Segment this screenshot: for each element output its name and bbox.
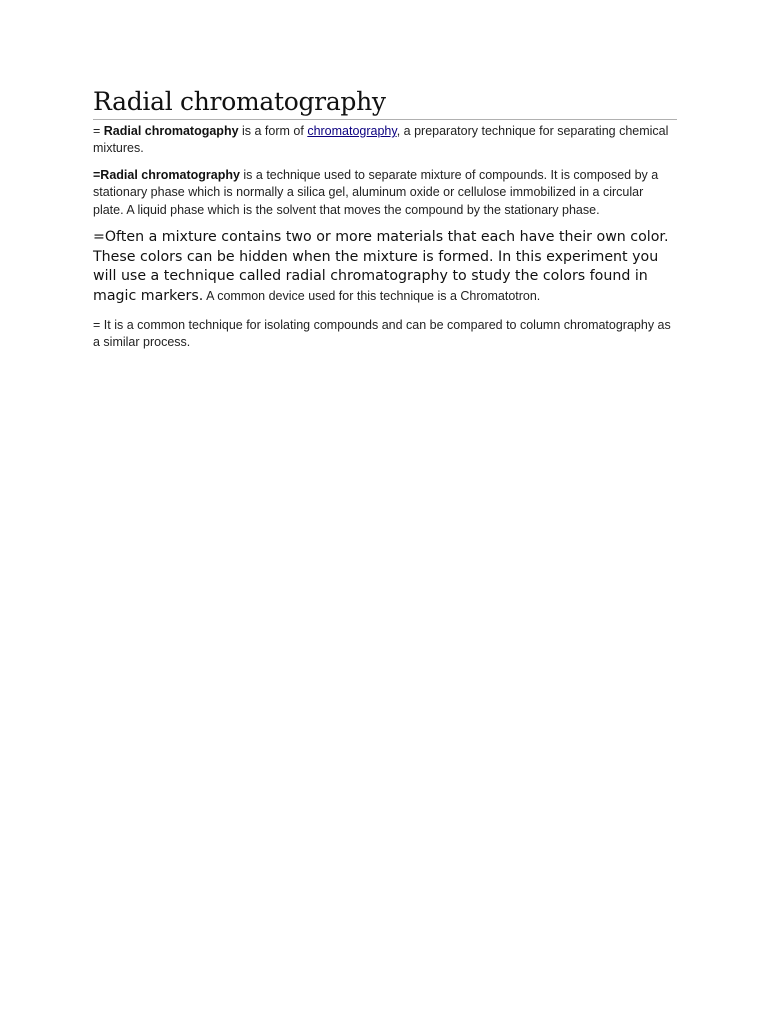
paragraph-1-bold: Radial chromatogaphy xyxy=(103,124,239,138)
page-title: Radial chromatography xyxy=(93,86,677,120)
paragraph-4: = It is a common technique for isolating compounds and can be compared to column chromatography as a similar process. xyxy=(93,318,671,350)
paragraph-1-prefix: = xyxy=(93,124,104,138)
paragraph-2 xyxy=(93,167,677,219)
paragraph-1 xyxy=(93,123,677,158)
paragraph-2-bold: =Radial chromatography xyxy=(93,167,240,182)
paragraph-1-text-1: is a form of xyxy=(238,124,308,138)
paragraph-3-small-text: A common device used for this technique is a Chromatotron. xyxy=(203,288,541,303)
paragraph-2-text: is a technique used to separate mixture of compounds. It is composed by a stationary phase which is normally a silica gel, aluminum oxide or cellulose immobilized in a circular plate. A liquid phase which is the solvent that moves the compound by the stationary phase. xyxy=(93,167,659,217)
chromatography-link[interactable]: chromatography xyxy=(307,124,397,138)
document-page xyxy=(93,86,677,352)
paragraph-1-text-2: , a preparatory technique for separating chemical mixtures. xyxy=(93,124,669,156)
paragraph-3-large-text: =Often a mixture contains two or more materials that each have their own color. These colors can be hidden when the mixture is formed. In this experiment you will use a technique called radial chromatography to study the colors found in magic markers. xyxy=(93,229,669,304)
paragraph-3 xyxy=(93,228,677,306)
